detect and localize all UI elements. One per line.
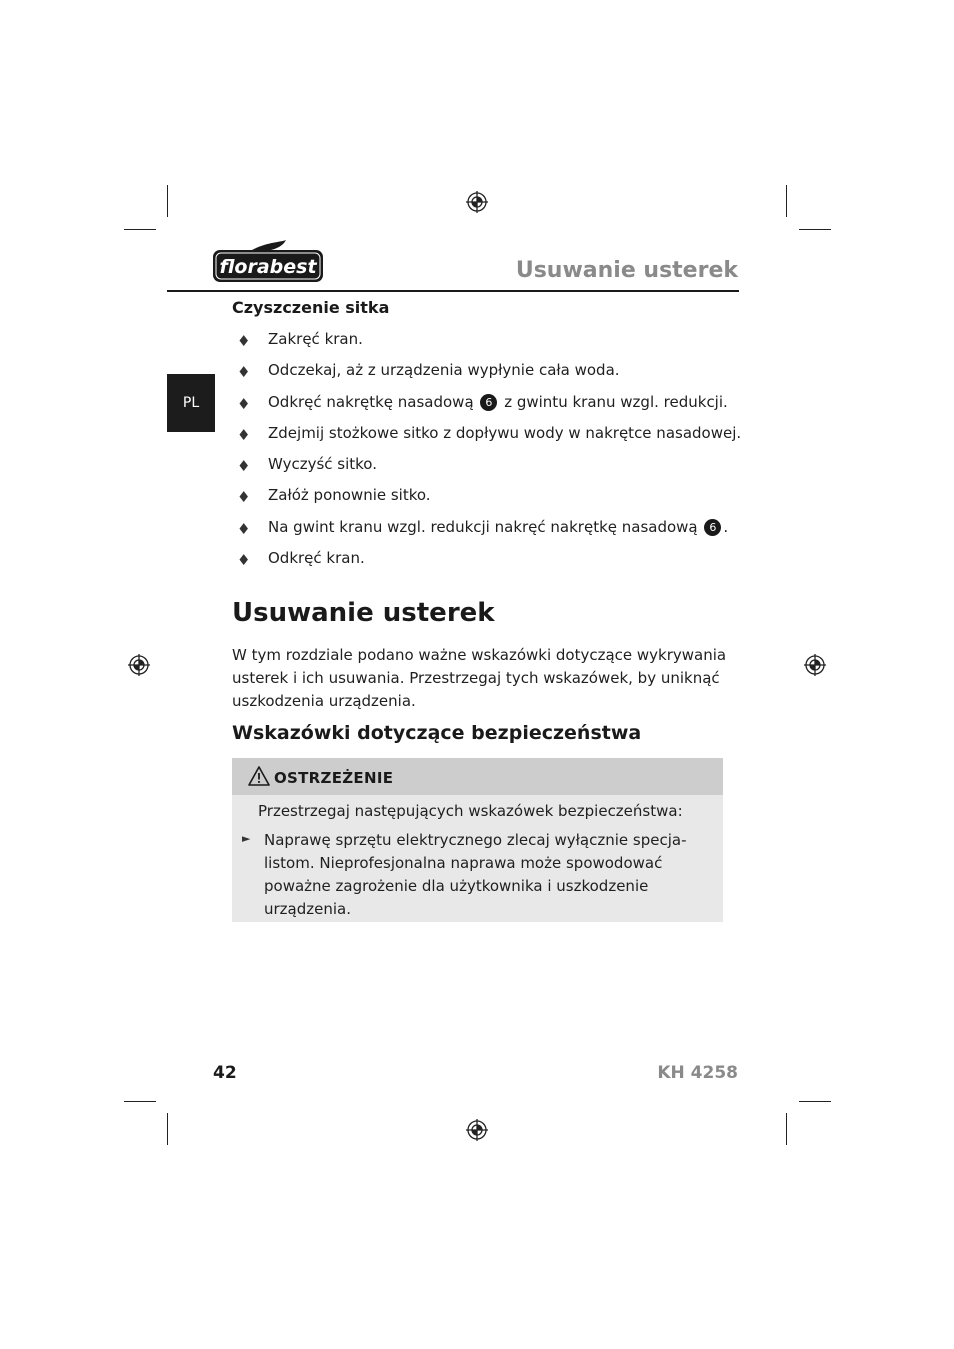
list-item [232,327,732,358]
step-text: Odkręć nakrętkę nasadową [268,392,474,411]
step-text: Wyczyść sitko. [268,455,377,474]
crop-mark [124,229,156,230]
diamond-icon: ♦ [237,394,251,413]
diamond-icon: ♦ [237,363,251,382]
warning-triangle-icon [248,766,270,786]
crop-mark [124,1101,156,1102]
florabest-logo [212,240,324,284]
warning-label: OSTRZEŻENIE [274,769,394,787]
step-text: Odkręć kran. [268,549,365,568]
safety-heading: Wskazówki dotyczące bezpieczeństwa [232,722,642,744]
step-text: . [723,517,729,536]
warning-intro: Przestrzegaj następujących wskazówek bezpieczeństwa: [258,802,683,820]
list-item [232,515,732,546]
diamond-icon: ♦ [237,457,251,476]
part-number-badge: 6 [704,519,721,536]
crop-mark [786,1113,787,1145]
diamond-icon: ♦ [237,551,251,570]
part-number-badge: 6 [480,394,497,411]
registration-mark-icon [465,1118,489,1142]
page-title: Usuwanie usterek [232,598,495,628]
crop-mark [799,229,831,230]
list-item [232,546,732,577]
list-item [232,452,732,483]
header-rule [167,290,739,292]
warning-bullet: Naprawę sprzętu elektrycznego zlecaj wyłącznie specja-listom. Nieprofesjonalna naprawa może spowodować poważne zagrożenie dla użytkownika i uszkodzenie urządzenia. [264,831,687,918]
list-item [232,483,732,514]
diamond-icon: ♦ [237,519,251,538]
cleaning-heading: Czyszczenie sitka [232,298,390,317]
triangle-arrow-icon: ► [242,832,251,845]
registration-mark-icon [803,653,827,677]
step-text: Zakręć kran. [268,330,363,348]
diamond-icon: ♦ [237,332,251,350]
header-section-title: Usuwanie usterek [515,258,738,283]
list-item [232,421,742,452]
intro-paragraph: W tym rozdziale podano ważne wskazówki dotyczące wykrywania usterek i ich usuwania. Przestrzegaj tych wskazówek, by uniknąć uszkodzenia urządzenia. [232,646,727,710]
step-text: z gwintu kranu wzgl. redukcji. [504,392,728,411]
step-text: Na gwint kranu wzgl. redukcji nakręć nakrętkę nasadową [268,517,698,536]
diamond-icon: ♦ [237,425,251,444]
list-item [232,358,732,389]
step-text: Zdejmij stożkowe sitko z dopływu wody w nakrętce nasadowej. [268,423,742,442]
crop-mark [799,1101,831,1102]
registration-mark-icon [465,190,489,214]
svg-text:florabest: florabest [219,256,317,278]
crop-mark [167,185,168,217]
crop-mark [786,185,787,217]
step-text: Odczekaj, aż z urządzenia wypłynie cała woda. [268,361,620,380]
cleaning-steps-list [232,327,742,577]
list-item [232,390,732,421]
crop-mark [167,1113,168,1145]
step-text: Załóż ponownie sitko. [268,486,431,505]
registration-mark-icon [127,653,151,677]
page-number: 42 [213,1063,237,1083]
warning-header [232,758,723,795]
model-number: KH 4258 [657,1063,738,1083]
warning-box [232,758,723,922]
language-tab: PL [167,374,215,432]
diamond-icon: ♦ [237,488,251,507]
